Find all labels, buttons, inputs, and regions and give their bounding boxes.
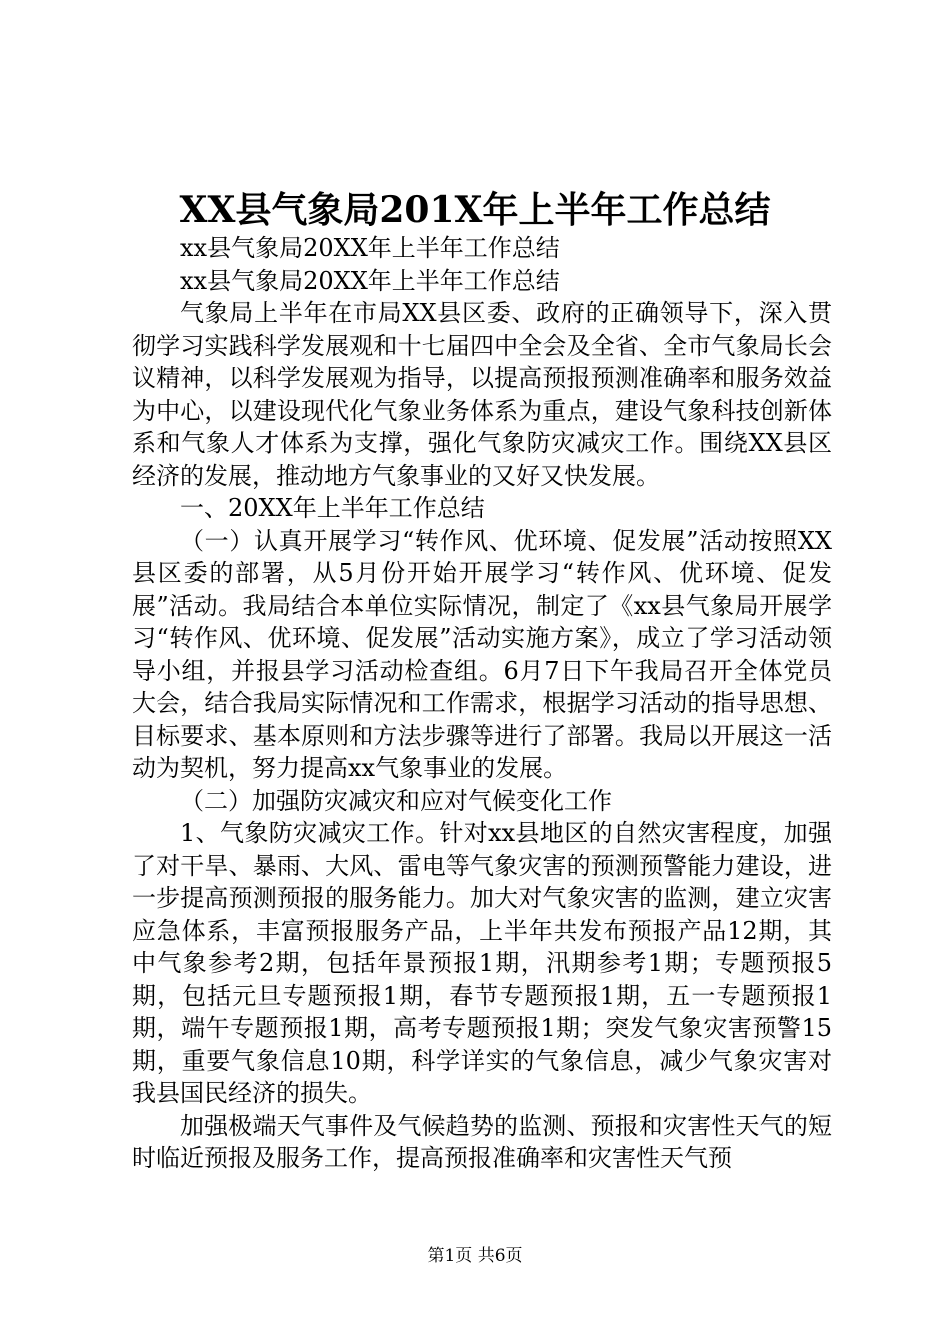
subtitle-line: xx县气象局20XX年上半年工作总结 [180, 234, 560, 262]
document-body [132, 232, 832, 1175]
body-paragraph: 1、气象防灾减灾工作。针对xx县地区的自然灾害程度，加强了对干旱、暴雨、大风、雷电等气象灾害的预测预警能力建设，进一步提高预测预报的服务能力。加大对气象灾害的监测，建立灾害应急体系，丰富预报服务产品，上半年共发布预报产品12期，其中气象参考2期，包括年景预报1期，汛期参考1期；专题预报5期，包括元旦专题预报1期，春节专题预报1期，五一专题预报1期，端午专题预报1期，高考专题预报1期；突发气象灾害预警15期，重要气象信息10期，科学详实的气象信息，减少气象灾害对我县国民经济的损失。 [132, 819, 832, 1107]
page-footer: 第1页 共6页 [427, 1246, 523, 1266]
section-heading: 一、20XX年上半年工作总结 [180, 494, 485, 522]
subtitle-line: xx县气象局20XX年上半年工作总结 [180, 266, 560, 295]
body-paragraph: 气象局上半年在市局XX县区委、政府的正确领导下，深入贯彻学习实践科学发展观和十七届四中全会及全省、全市气象局长会议精神，以科学发展观为指导，以提高预报预测准确率和服务效益为中心，以建设现代化气象业务体系为重点，建设气象科技创新体系和气象人才体系为支撑，强化气象防灾减灾工作。围绕XX县区经济的发展，推动地方气象事业的又好又快发展。 [132, 299, 832, 490]
body-paragraph: （一）认真开展学习“转作风、优环境、促发展”活动按照XX县区委的部署，从5月份开始开展学习“转作风、优环境、促发展”活动。我局结合本单位实际情况，制定了《xx县气象局开展学习“转作风、优环境、促发展”活动实施方案》，成立了学习活动领导小组，并报县学习活动检查组。6月7日下午我局召开全体党员大会，结合我局实际情况和工作需求，根据学习活动的指导思想、目标要求、基本原则和方法步骤等进行了部署。我局以开展这一活动为契机，努力提高xx气象事业的发展。 [132, 526, 832, 782]
body-paragraph: 加强极端天气事件及气候趋势的监测、预报和灾害性天气的短时临近预报及服务工作，提高预报准确率和灾害性天气预 [132, 1111, 832, 1172]
subsection-heading: （二）加强防灾减灾和应对气候变化工作 [180, 786, 612, 815]
document-title: XX县气象局201X年上半年工作总结 [179, 189, 771, 231]
